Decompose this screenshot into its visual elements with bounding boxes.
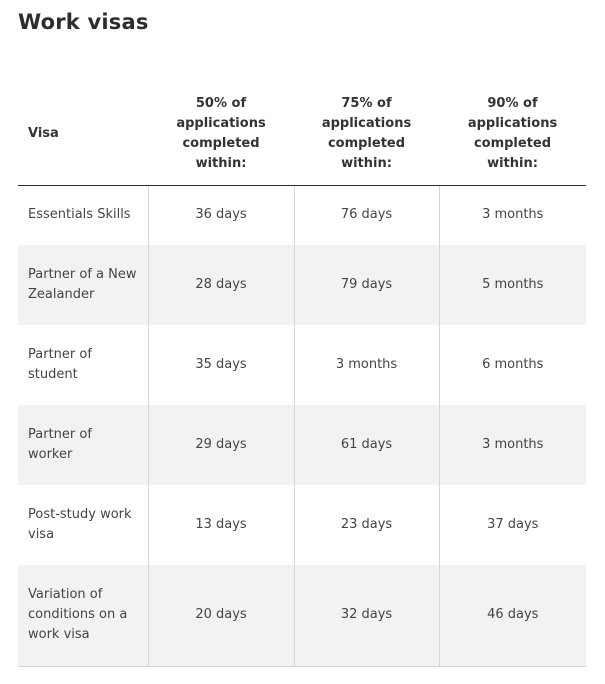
header-visa: Visa — [18, 84, 148, 185]
p50-cell: 13 days — [148, 485, 294, 565]
visa-name-cell: Essentials Skills — [28, 207, 131, 223]
p90-cell: 3 months — [439, 185, 586, 245]
table-row — [18, 565, 586, 666]
p90-cell: 46 days — [439, 565, 586, 666]
table-row — [18, 405, 586, 485]
p75-cell: 23 days — [294, 485, 439, 565]
p90-cell: 37 days — [439, 485, 586, 565]
header-90-percent: 90% of applications completed within: — [439, 84, 586, 185]
p50-cell: 28 days — [148, 245, 294, 325]
visa-name-cell: Partner of a New Zealander — [18, 245, 148, 325]
header-50-percent: 50% of applications completed within: — [148, 84, 294, 185]
p50-cell: 36 days — [148, 185, 294, 245]
visa-name-cell: Variation of conditions on a work visa — [18, 565, 148, 666]
p75-cell: 3 months — [294, 325, 439, 405]
p90-cell: 5 months — [439, 245, 586, 325]
table-row — [18, 245, 586, 325]
p75-cell: 61 days — [294, 405, 439, 485]
page-title: Work visas — [18, 10, 149, 34]
table-row — [18, 485, 586, 565]
p90-cell: 3 months — [439, 405, 586, 485]
p50-cell: 20 days — [148, 565, 294, 666]
table-header-row — [18, 84, 586, 185]
table-row — [18, 325, 586, 405]
p50-cell: 29 days — [148, 405, 294, 485]
p75-cell: 76 days — [294, 185, 439, 245]
p75-cell: 32 days — [294, 565, 439, 666]
visa-name-cell: Partner of student — [28, 347, 92, 382]
table-row — [18, 185, 586, 245]
visa-processing-table — [18, 84, 586, 667]
visa-name-cell: Post-study work visa — [28, 507, 132, 542]
p75-cell: 79 days — [294, 245, 439, 325]
visa-name-cell: Partner of worker — [18, 405, 148, 485]
p90-cell: 6 months — [439, 325, 586, 405]
p50-cell: 35 days — [148, 325, 294, 405]
header-75-percent: 75% of applications completed within: — [294, 84, 439, 185]
